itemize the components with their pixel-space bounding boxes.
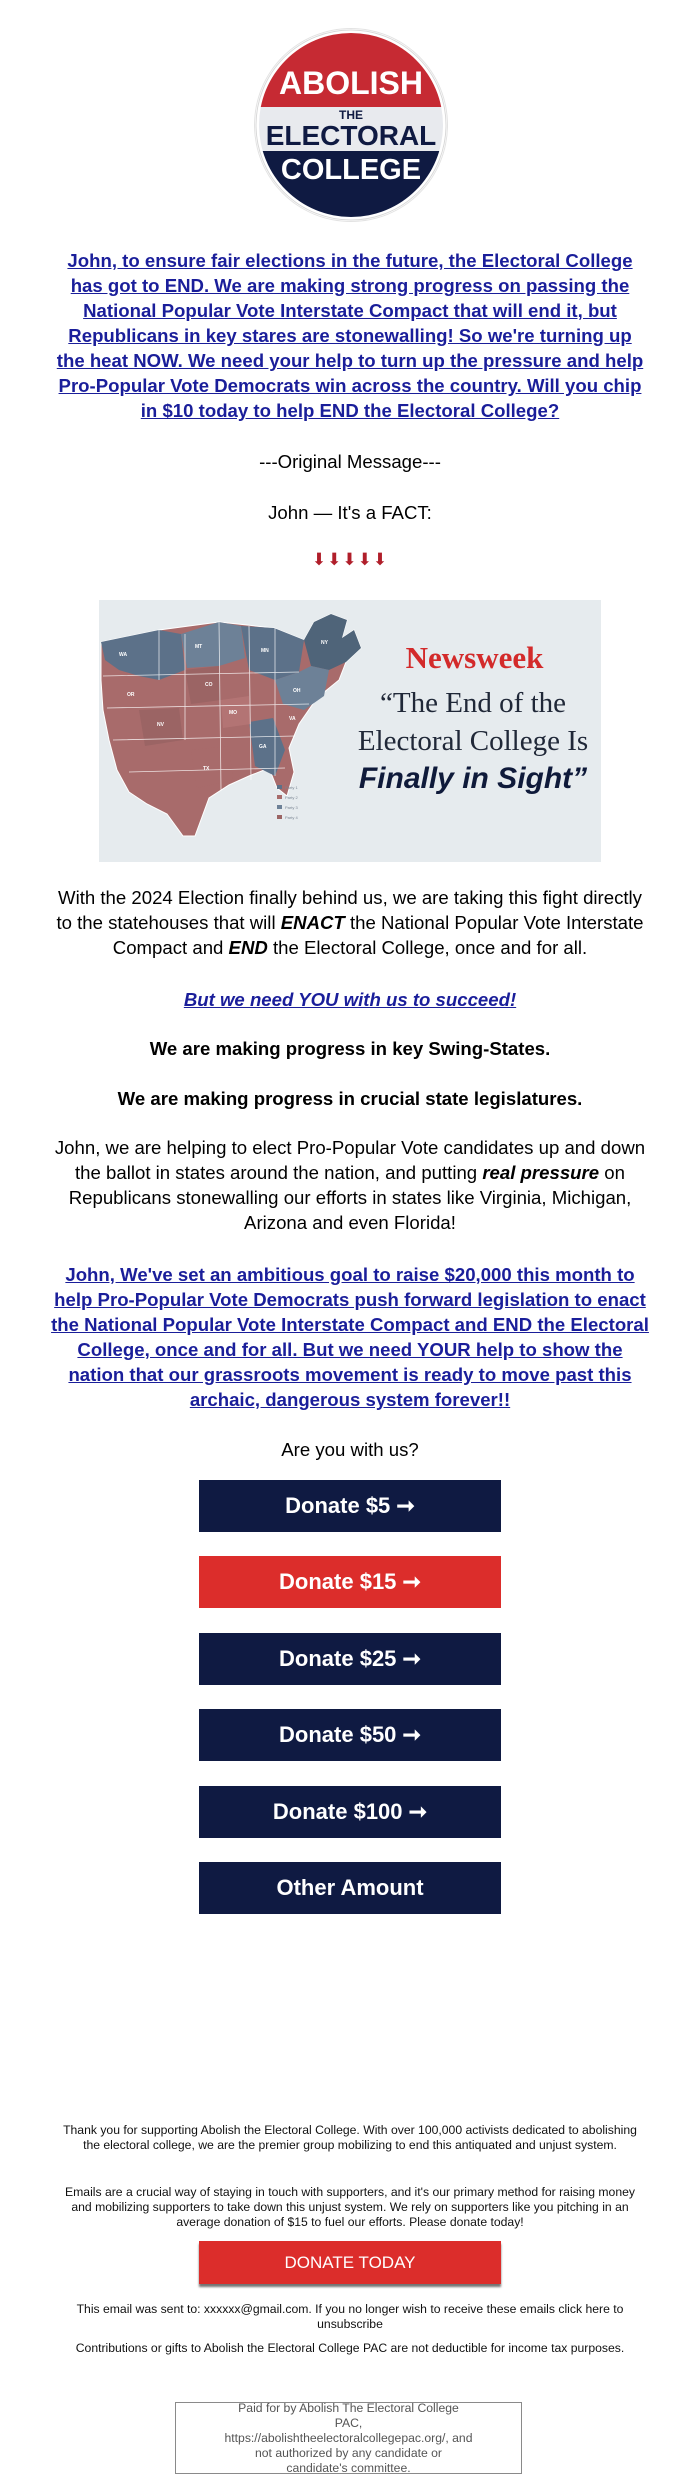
donate-50-button[interactable]: Donate $50 ➞ bbox=[199, 1709, 501, 1761]
statehouse-paragraph bbox=[50, 885, 650, 960]
p2-text-a: John, we are helping to elect Pro-Popular Vote candidates up and down the ballot in states around the nation, and putting bbox=[54, 1137, 646, 1183]
progress-swing-states: We are making progress in key Swing-States. bbox=[149, 1038, 551, 1059]
newsweek-brand: Newsweek bbox=[405, 640, 544, 675]
intro-link[interactable]: John, to ensure fair elections in the future, the Electoral College has got to END. We are making strong progress on passing the National Popular Vote Interstate Compact that will end it, but Republicans in key stares are stonewalling! So we're turning up the heat NOW. We need your help to turn up the pressure and help Pro-Popular Vote Democrats win across the country. Will you chip in $10 today to help END the Electoral College? bbox=[56, 250, 644, 421]
svg-text:CO: CO bbox=[205, 682, 213, 688]
svg-text:OH: OH bbox=[293, 688, 301, 694]
down-arrows-icon: ⬇⬇⬇⬇⬇ bbox=[311, 550, 389, 569]
p1-text-a: With the 2024 Election finally behind us, we are taking this fight directly to the statehouses that will bbox=[56, 887, 642, 933]
original-message-divider: ---Original Message--- bbox=[259, 451, 441, 472]
p1-text-b: the National Popular Vote Interstate Compact and bbox=[112, 912, 644, 958]
donate-100-button[interactable]: Donate $100 ➞ bbox=[199, 1786, 501, 1838]
svg-text:NY: NY bbox=[321, 640, 328, 646]
newsweek-quote-text: “The End of the Electoral College Is bbox=[357, 687, 589, 757]
logo-line4: COLLEGE bbox=[280, 154, 422, 186]
svg-text:TX: TX bbox=[203, 766, 210, 772]
svg-text:WA: WA bbox=[119, 652, 128, 658]
donate-today-button[interactable]: DONATE TODAY bbox=[199, 2241, 501, 2284]
need-you-link[interactable]: But we need YOU with us to succeed! bbox=[183, 989, 517, 1010]
footer-sent-to[interactable]: This email was sent to: xxxxxx@gmail.com. If you no longer wish to receive these emails click here to unsubscribe bbox=[76, 2302, 624, 2331]
map-legend-4: Party 4 bbox=[285, 815, 298, 820]
donate-5-button[interactable]: Donate $5 ➞ bbox=[199, 1480, 501, 1532]
svg-text:MO: MO bbox=[229, 710, 238, 716]
p2-text-b: on Republicans stonewalling our efforts in states like Virginia, Michigan, Arizona and even Florida! bbox=[68, 1162, 632, 1233]
goal-link[interactable]: John, We've set an ambitious goal to raise $20,000 this month to help Pro-Popular Vote Democrats push forward legislation to enact the National Popular Vote Interstate Compact and END the Electoral College, once and for all. But we need YOUR help to show the nation that our grassroots movement is ready to move past this archaic, dangerous system forever!! bbox=[51, 1264, 649, 1410]
logo-line3: ELECTORAL bbox=[265, 120, 437, 151]
svg-text:MT: MT bbox=[195, 644, 203, 650]
progress-legislatures: We are making progress in crucial state legislatures. bbox=[117, 1088, 583, 1109]
svg-text:NV: NV bbox=[157, 722, 164, 728]
p1-end: END bbox=[228, 937, 268, 958]
are-you-with-us: Are you with us? bbox=[281, 1439, 419, 1460]
svg-text:VA: VA bbox=[289, 716, 296, 722]
svg-text:OR: OR bbox=[127, 692, 135, 698]
svg-text:GA: GA bbox=[259, 744, 267, 750]
newsweek-hero-image[interactable] bbox=[99, 600, 601, 862]
p1-enact: ENACT bbox=[280, 912, 345, 933]
map-legend-3: Party 3 bbox=[285, 805, 298, 810]
footer-thanks: Thank you for supporting Abolish the Electoral College. With over 100,000 activists dedicated to abolishing the electoral college, we are the premier group mobilizing to end this antiquated and unjust system. bbox=[63, 2123, 637, 2152]
greeting: John — It's a FACT: bbox=[268, 502, 432, 523]
logo-line1: ABOLISH bbox=[279, 65, 423, 101]
abolish-electoral-college-logo bbox=[255, 29, 447, 221]
logo-line2: THE bbox=[339, 108, 363, 122]
candidates-paragraph bbox=[50, 1135, 650, 1235]
paid-for-by-text: Paid for by Abolish The Electoral College PAC, https://abolishtheelectoralcollegepac.org/, and not authorized by any candidate or candidate's committee. bbox=[224, 2400, 473, 2475]
map-legend-1: Party 1 bbox=[285, 785, 298, 790]
p2-real-pressure: real pressure bbox=[482, 1162, 600, 1183]
svg-text:MN: MN bbox=[261, 648, 269, 654]
footer-contributions: Contributions or gifts to Abolish the Electoral College PAC are not deductible for income tax purposes. bbox=[75, 2341, 625, 2355]
other-amount-button[interactable]: Other Amount bbox=[199, 1862, 501, 1914]
footer-emails-note: Emails are a crucial way of staying in touch with supporters, and it's our primary method for raising money and mobilizing supporters to take down this unjust system. We rely on supporters like you pitching in an average donation of $15 to fuel our efforts. Please donate today! bbox=[65, 2185, 635, 2229]
donate-25-button[interactable]: Donate $25 ➞ bbox=[199, 1633, 501, 1685]
p1-text-c: the Electoral College, once and for all. bbox=[267, 937, 588, 958]
donate-15-button[interactable]: Donate $15 ➞ bbox=[199, 1556, 501, 1608]
map-legend-2: Party 2 bbox=[285, 795, 298, 800]
newsweek-quote bbox=[345, 684, 601, 798]
paid-for-by-box bbox=[175, 2402, 522, 2474]
newsweek-quote-emphasis: Finally in Sight” bbox=[358, 762, 588, 795]
